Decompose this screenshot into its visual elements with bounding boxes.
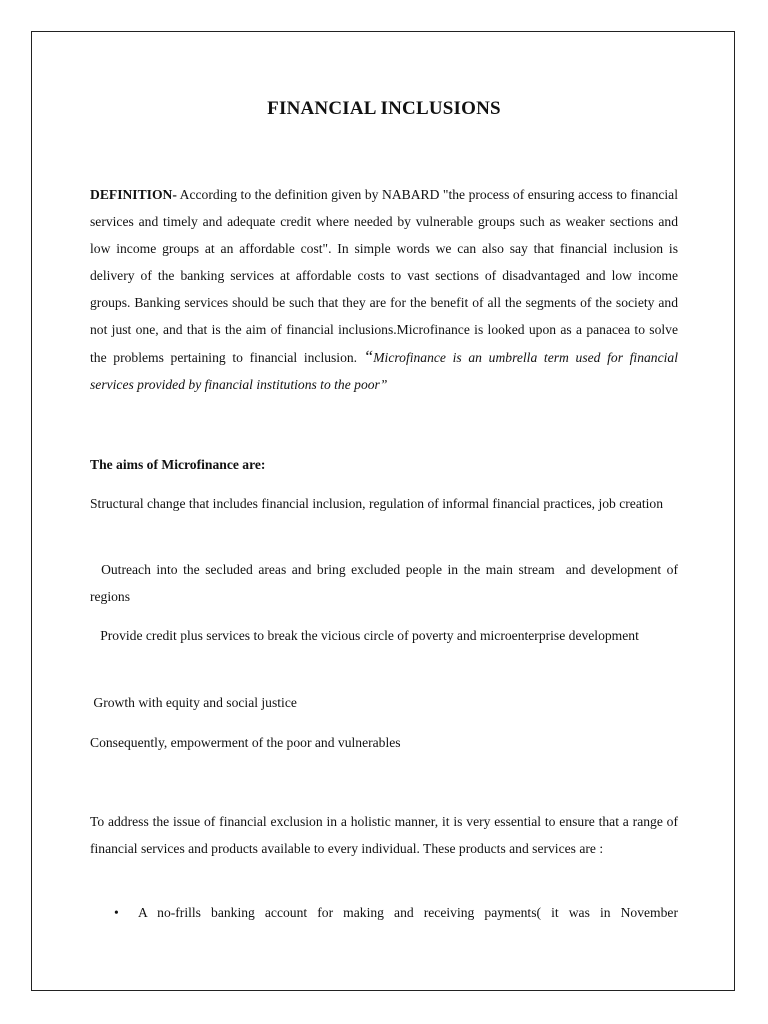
aim-item-2: Outreach into the secluded areas and bring excluded people in the main stream and development of regions: [90, 562, 682, 604]
definition-text: According to the definition given by NABARD "the process of ensuring access to financial services and timely and adequate credit where needed by vulnerable groups such as weaker sections and low income groups at an affordable cost". In simple words we can also say that financial inclusion is delivery of the banking services at affordable costs to vast sections of disadvantaged and low income groups. Banking services should be such that they are for the benefit of all the segments of the society and not just one, and that is the aim of financial inclusions.Microfinance is looked upon as a panacea to solve the problems pertaining to financial inclusion.: [90, 187, 678, 365]
document-page: [31, 31, 735, 991]
aims-heading: The aims of Microfinance are:: [90, 457, 266, 472]
definition-paragraph: [90, 181, 678, 398]
quote-open-mark: “: [363, 347, 374, 366]
bullet-text: A no-frills banking account for making and receiving payments( it was in November: [138, 905, 678, 920]
aim-item-1: Structural change that includes financial inclusion, regulation of informal financial practices, job creation: [90, 496, 663, 511]
aim-item-3: Provide credit plus services to break the vicious circle of poverty and microenterprise development: [90, 628, 639, 643]
aim-item-4: Growth with equity and social justice: [90, 695, 297, 710]
microfinance-quote: Microfinance is an umbrella term used for financial services provided by financial institutions to the poor”: [90, 350, 678, 392]
address-paragraph: To address the issue of financial exclusion in a holistic manner, it is very essential to ensure that a range of financial services and products available to every individual. These products and services are :: [90, 814, 678, 856]
document-title: FINANCIAL INCLUSIONS: [267, 98, 501, 119]
bullet-dot-icon: •: [114, 905, 119, 920]
definition-label: DEFINITION-: [90, 187, 177, 202]
aim-item-5: Consequently, empowerment of the poor and vulnerables: [90, 735, 401, 750]
